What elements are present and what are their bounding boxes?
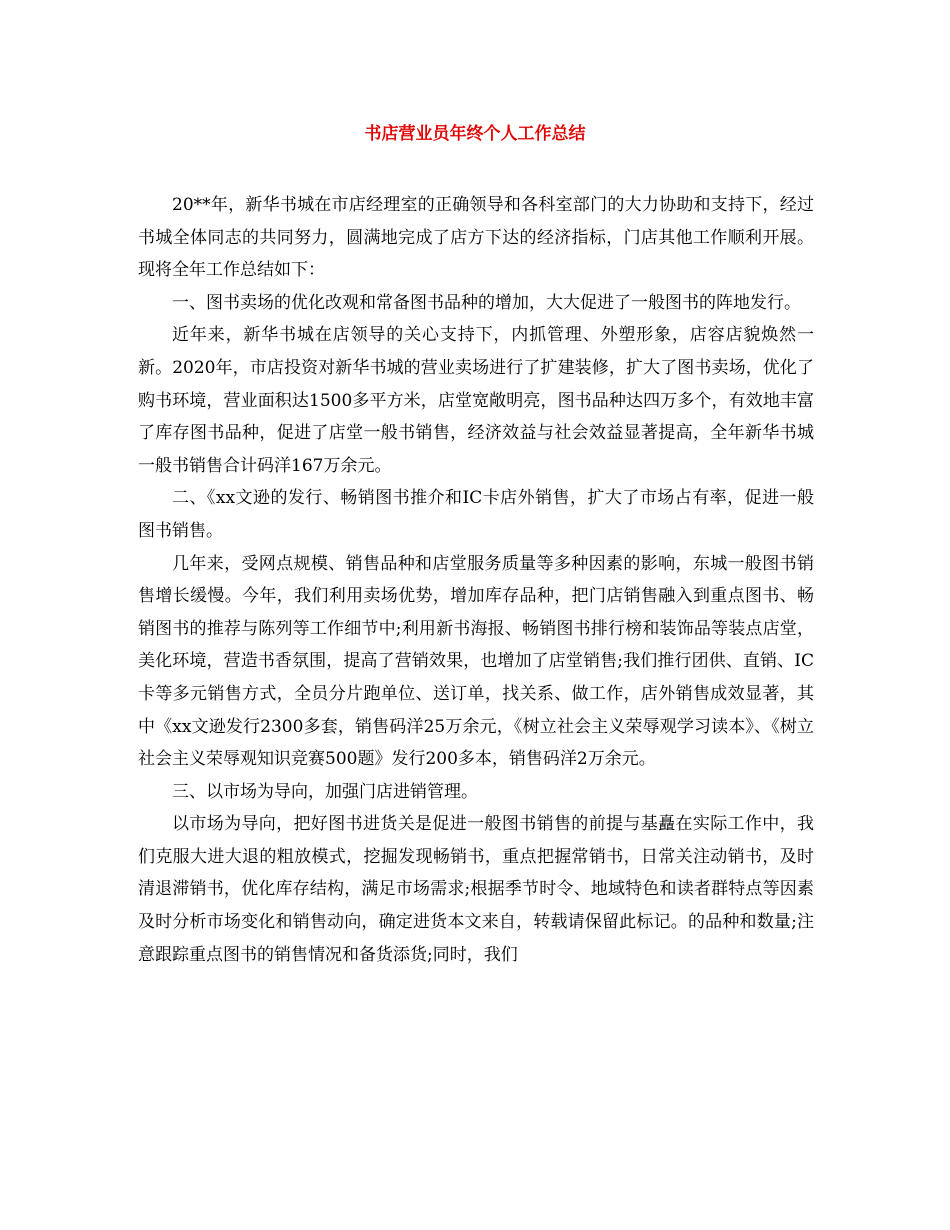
paragraph-intro: 20**年，新华书城在市店经理室的正确领导和各科室部门的大力协助和支持下，经过书城全体同志的共同努力，圆满地完成了店方下达的经济指标，门店其他工作顺利开展。现将全年工作总结如下： [138, 195, 814, 281]
paragraph-heading-2: 二、《xx文逊的发行、畅销图书推介和IC卡店外销售，扩大了市场占有率，促进一般图书销售。 [138, 488, 814, 541]
paragraph-body-1: 近年来，新华书城在店领导的关心支持下，内抓管理、外塑形象，店容店貌焕然一新。2020年，市店投资对新华书城的营业卖场进行了扩建装修，扩大了图书卖场，优化了购书环境，营业面积达1500多平方米，店堂宽敞明亮，图书品种达四万多个，有效地丰富了库存图书品种，促进了店堂一般书销售，经济效益与社会效益显著提高，全年新华书城一般书销售合计码洋167万余元。 [138, 325, 814, 476]
paragraph-body-3: 以市场为导向，把好图书进货关是促进一般图书销售的前提与基矗在实际工作中，我们克服大进大退的粗放模式，挖掘发现畅销书，重点把握常销书，日常关注动销书，及时清退滞销书，优化库存结构，满足市场需求;根据季节时令、地域特色和读者群特点等因素及时分析市场变化和销售动向，确定进货本文来自，转载请保留此标记。的品种和数量;注意跟踪重点图书的销售情况和备货添货;同时，我们 [138, 814, 814, 965]
paragraph-heading-3: 三、以市场为导向，加强门店进销管理。 [172, 781, 478, 802]
document-body [138, 189, 814, 971]
paragraph-heading-1: 一、图书卖场的优化改观和常备图书品种的增加，大大促进了一般图书的阵地发行。 [172, 292, 801, 313]
paragraph-body-2: 几年来，受网点规模、销售品种和店堂服务质量等多种因素的影响，东城一般图书销售增长缓慢。今年，我们利用卖场优势，增加库存品种，把门店销售融入到重点图书、畅销图书的推荐与陈列等工作细节中;利用新书海报、畅销图书排行榜和装饰品等装点店堂，美化环境，营造书香氛围，提高了营销效果，也增加了店堂销售;我们推行团供、直销、IC卡等多元销售方式，全员分片跑单位、送订单，找关系、做工作，店外销售成效显著，其中《xx文逊发行2300多套，销售码洋25万余元，《树立社会主义荣辱观学习读本》、《树立社会主义荣辱观知识竞赛500题》发行200多本，销售码洋2万余元。 [138, 553, 814, 770]
document-title: 书店营业员年终个人工作总结 [364, 124, 586, 144]
